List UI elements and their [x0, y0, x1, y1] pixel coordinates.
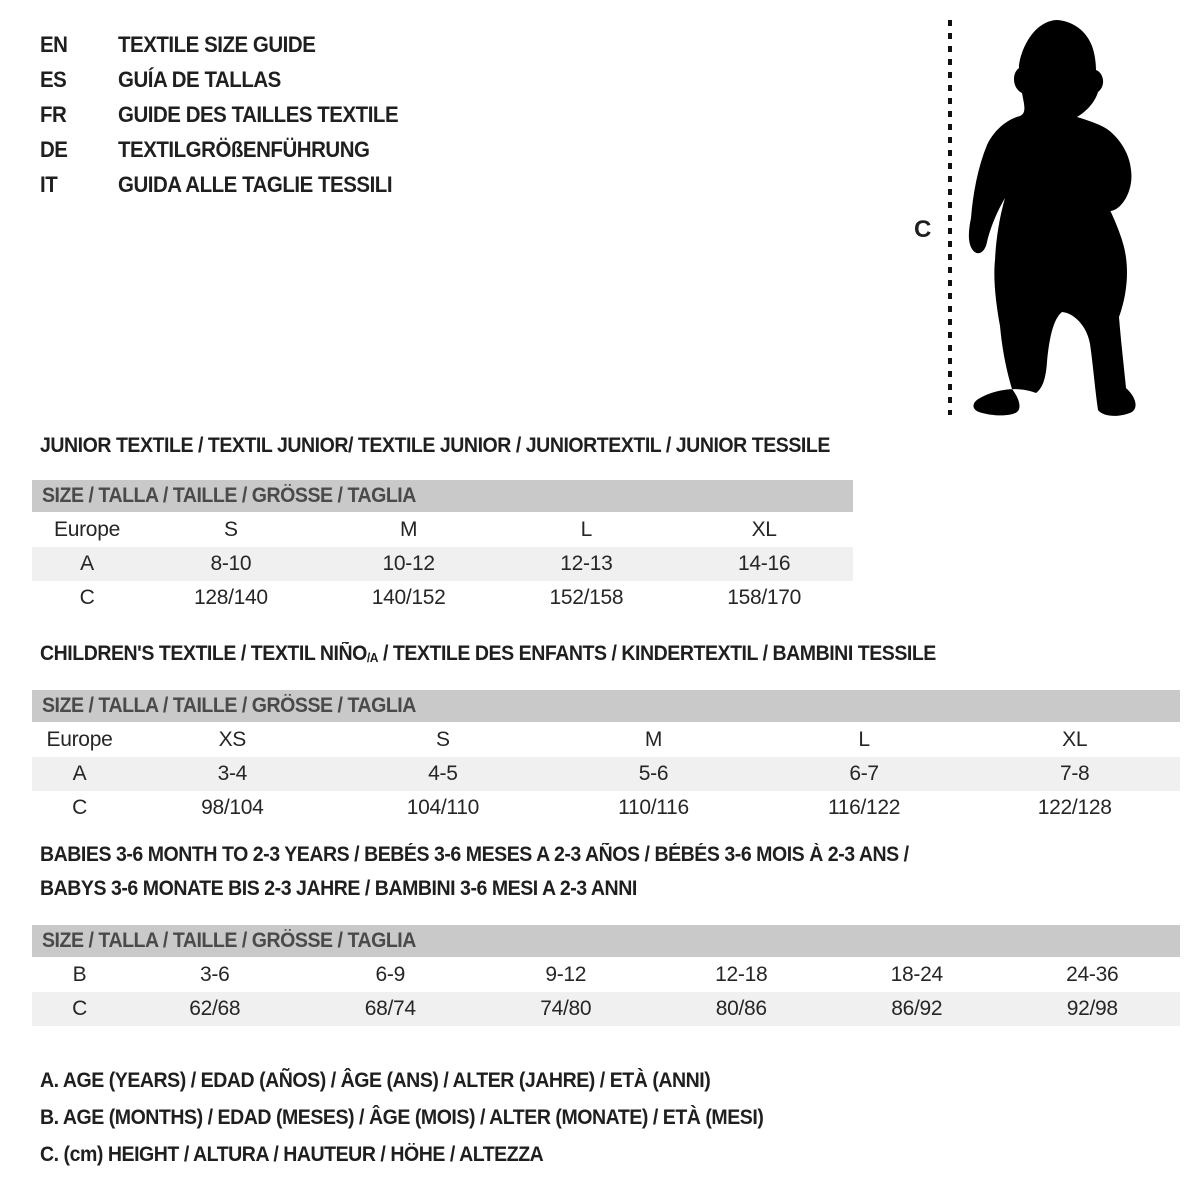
table-cell: 122/128: [1037, 796, 1112, 819]
legend-line-a: A. AGE (YEARS) / EDAD (AÑOS) / ÂGE (ANS) / ALTER (JAHRE) / ETÀ (ANNI): [40, 1069, 711, 1092]
babies-height-row: [32, 992, 1180, 1026]
row-label: C: [72, 997, 87, 1020]
table-cell: L: [858, 728, 870, 751]
junior-age-row: [32, 547, 853, 581]
table-cell: 110/116: [618, 796, 689, 819]
babies-section-title-line2: BABYS 3-6 MONATE BIS 2-3 JAHRE / BAMBINI 3-6 MESI A 2-3 ANNI: [40, 877, 637, 900]
junior-size-bar: SIZE / TALLA / TAILLE / GRÖSSE / TAGLIA: [32, 480, 853, 512]
babies-size-bar: SIZE / TALLA / TAILLE / GRÖSSE / TAGLIA: [32, 925, 1180, 957]
table-cell: 9-12: [545, 963, 587, 986]
table-cell: 98/104: [201, 796, 264, 819]
babies-size-table: [32, 958, 1180, 1026]
junior-table: [32, 480, 853, 615]
table-cell: 7-8: [1059, 762, 1090, 785]
lang-row-en: [40, 27, 419, 62]
children-title-text-rest: / TEXTILE DES ENFANTS / KINDERTEXTIL / BAMBINI TESSILE: [378, 642, 936, 665]
table-cell: 62/68: [189, 997, 241, 1020]
legend: [40, 1062, 818, 1173]
children-size-bar: SIZE / TALLA / TAILLE / GRÖSSE / TAGLIA: [32, 690, 1180, 722]
table-cell: 24-36: [1066, 963, 1119, 986]
table-cell: 6-9: [375, 963, 405, 986]
table-cell: XL: [751, 518, 777, 541]
table-cell: 92/98: [1066, 997, 1118, 1020]
table-cell: L: [580, 518, 593, 541]
table-cell: 12-18: [715, 963, 768, 986]
lang-code-en: EN: [40, 32, 68, 57]
junior-size-table: [32, 513, 853, 615]
lang-row-it: [40, 167, 419, 202]
table-cell: 104/110: [406, 796, 480, 819]
table-cell: 86/92: [891, 997, 943, 1020]
table-cell: M: [400, 518, 418, 541]
children-height-row: [32, 791, 1180, 825]
table-cell: 158/170: [727, 586, 802, 609]
lang-title-es: GUÍA DE TALLAS: [118, 67, 281, 92]
table-cell: 12-13: [560, 552, 613, 575]
table-cell: S: [224, 518, 238, 541]
table-cell: XS: [218, 728, 246, 751]
table-cell: M: [644, 728, 663, 751]
legend-line-b: B. AGE (MONTHS) / EDAD (MESES) / ÂGE (MOIS) / ALTER (MONATE) / ETÀ (MESI): [40, 1106, 764, 1129]
table-cell: 6-7: [849, 762, 879, 785]
toddler-silhouette-shape: [969, 20, 1136, 416]
table-cell: 80/86: [715, 997, 767, 1020]
row-label: C: [79, 586, 95, 609]
babies-section-title-line1: BABIES 3-6 MONTH TO 2-3 YEARS / BEBÉS 3-6 MESES A 2-3 AÑOS / BÉBÉS 3-6 MOIS À 2-3 ANS /: [40, 843, 909, 866]
lang-title-en: TEXTILE SIZE GUIDE: [118, 32, 316, 57]
table-cell: S: [436, 728, 450, 751]
table-cell: 140/152: [371, 586, 446, 609]
table-cell: 128/140: [193, 586, 268, 609]
lang-title-it: GUIDA ALLE TAGLIE TESSILI: [118, 172, 393, 197]
table-cell: 152/158: [549, 586, 624, 609]
lang-title-fr: GUIDE DES TAILLES TEXTILE: [118, 102, 399, 127]
children-title-subscript: /A: [366, 650, 379, 665]
lang-code-fr: FR: [40, 102, 67, 127]
babies-table: [32, 925, 1180, 1026]
row-label: A: [72, 762, 87, 785]
row-label: B: [72, 963, 87, 986]
lang-row-de: [40, 132, 419, 167]
table-cell: 5-6: [638, 762, 669, 785]
table-cell: 3-4: [217, 762, 248, 785]
language-title-block: [40, 27, 419, 202]
legend-line-c: C. (cm) HEIGHT / ALTURA / HAUTEUR / HÖHE / ALTEZZA: [40, 1143, 544, 1166]
row-label: C: [72, 796, 87, 819]
row-label: Europe: [46, 728, 113, 751]
babies-months-row: [32, 958, 1180, 992]
junior-height-row: [32, 581, 853, 615]
table-cell: 68/74: [364, 997, 416, 1020]
row-label: Europe: [54, 518, 120, 541]
children-table: [32, 690, 1180, 825]
lang-code-de: DE: [40, 137, 68, 162]
lang-title-de: TEXTILGRÖßENFÜHRUNG: [118, 137, 370, 162]
table-cell: XL: [1062, 728, 1088, 751]
row-label: A: [80, 552, 94, 575]
lang-row-es: [40, 62, 419, 97]
table-cell: 116/122: [827, 796, 901, 819]
table-cell: 4-5: [428, 762, 458, 785]
children-section-title: [40, 642, 1003, 666]
children-size-table: [32, 723, 1180, 825]
lang-row-fr: [40, 97, 419, 132]
lang-code-es: ES: [40, 67, 67, 92]
children-europe-row: [32, 723, 1180, 757]
table-cell: 74/80: [540, 997, 592, 1020]
table-cell: 18-24: [890, 963, 943, 986]
table-cell: 3-6: [200, 963, 230, 986]
table-cell: 10-12: [382, 552, 435, 575]
lang-code-it: IT: [40, 172, 58, 197]
children-title-text: CHILDREN'S TEXTILE / TEXTIL NIÑO: [40, 642, 367, 665]
table-cell: 14-16: [738, 552, 791, 575]
junior-europe-row: [32, 513, 853, 547]
toddler-silhouette-icon: [900, 12, 1150, 422]
table-cell: 8-10: [210, 552, 252, 575]
children-age-row: [32, 757, 1180, 791]
height-label-c: C: [914, 216, 932, 243]
junior-section-title: JUNIOR TEXTILE / TEXTIL JUNIOR/ TEXTILE JUNIOR / JUNIORTEXTIL / JUNIOR TESSILE: [40, 434, 830, 457]
